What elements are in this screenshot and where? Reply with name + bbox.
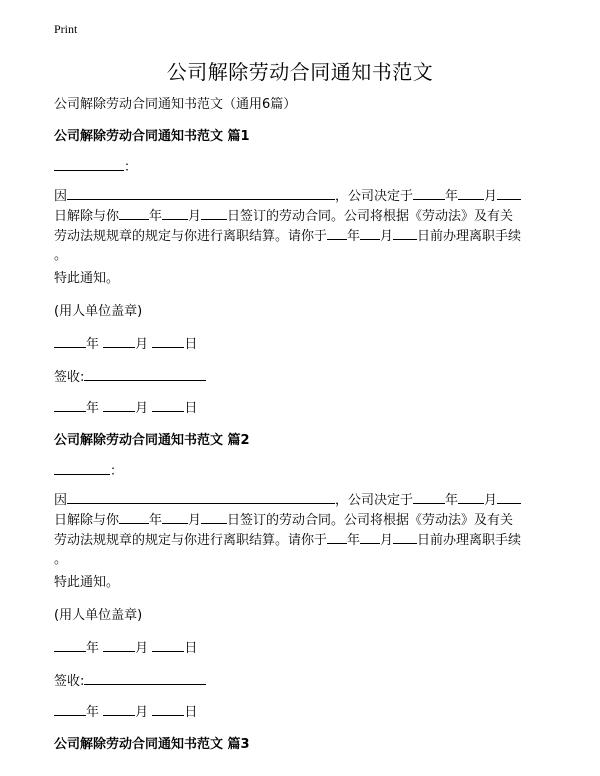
recipient-blank (54, 461, 110, 475)
salutation-line-2 (54, 461, 123, 481)
print-link[interactable]: Print (54, 22, 78, 36)
salutation-colon: ： (124, 160, 138, 175)
section-heading-1: 公司解除劳动合同通知书范文 篇1 (54, 129, 250, 144)
notice-closing-1: 特此通知。 (54, 271, 120, 286)
page-title: 公司解除劳动合同通知书范文 (166, 60, 434, 84)
date-line-3: 年 月 日 (54, 638, 197, 658)
recipient-blank (54, 157, 124, 171)
reason-blank (67, 490, 335, 504)
signature-blank (84, 367, 206, 381)
notice-closing-2: 特此通知。 (54, 575, 120, 590)
document-subtitle: 公司解除劳动合同通知书范文（通用6篇） (54, 97, 297, 112)
signature-blank (84, 671, 206, 685)
salutation-line-1 (54, 157, 137, 177)
notice-paragraph-2: 因 ，公司决定于 年 月 日解除与你 年 月 日签订的劳动合同。公司将根据《劳动法》及有关 劳动法规规章的规定与你进行离职结算。请你于 年 月 日前办理离职手续 。 (54, 490, 554, 569)
date-line-2: 年 月 日 (54, 398, 197, 418)
date-line-1: 年 月 日 (54, 334, 197, 354)
date-line-4: 年 月 日 (54, 702, 197, 722)
section-heading-2: 公司解除劳动合同通知书范文 篇2 (54, 433, 250, 448)
seal-label-1: (用人单位盖章) (54, 304, 143, 319)
salutation-colon: ： (110, 464, 124, 479)
seal-label-2: (用人单位盖章) (54, 608, 143, 623)
notice-paragraph-1: 因 ，公司决定于 年 月 日解除与你 年 月 日签订的劳动合同。公司将根据《劳动法》及有关 劳动法规规章的规定与你进行离职结算。请你于 年 月 日前办理离职手续 。 (54, 186, 554, 265)
reason-blank (67, 186, 335, 200)
sign-line-2: 签收: (54, 671, 206, 691)
section-heading-3: 公司解除劳动合同通知书范文 篇3 (54, 737, 250, 752)
sign-line-1: 签收: (54, 367, 206, 387)
